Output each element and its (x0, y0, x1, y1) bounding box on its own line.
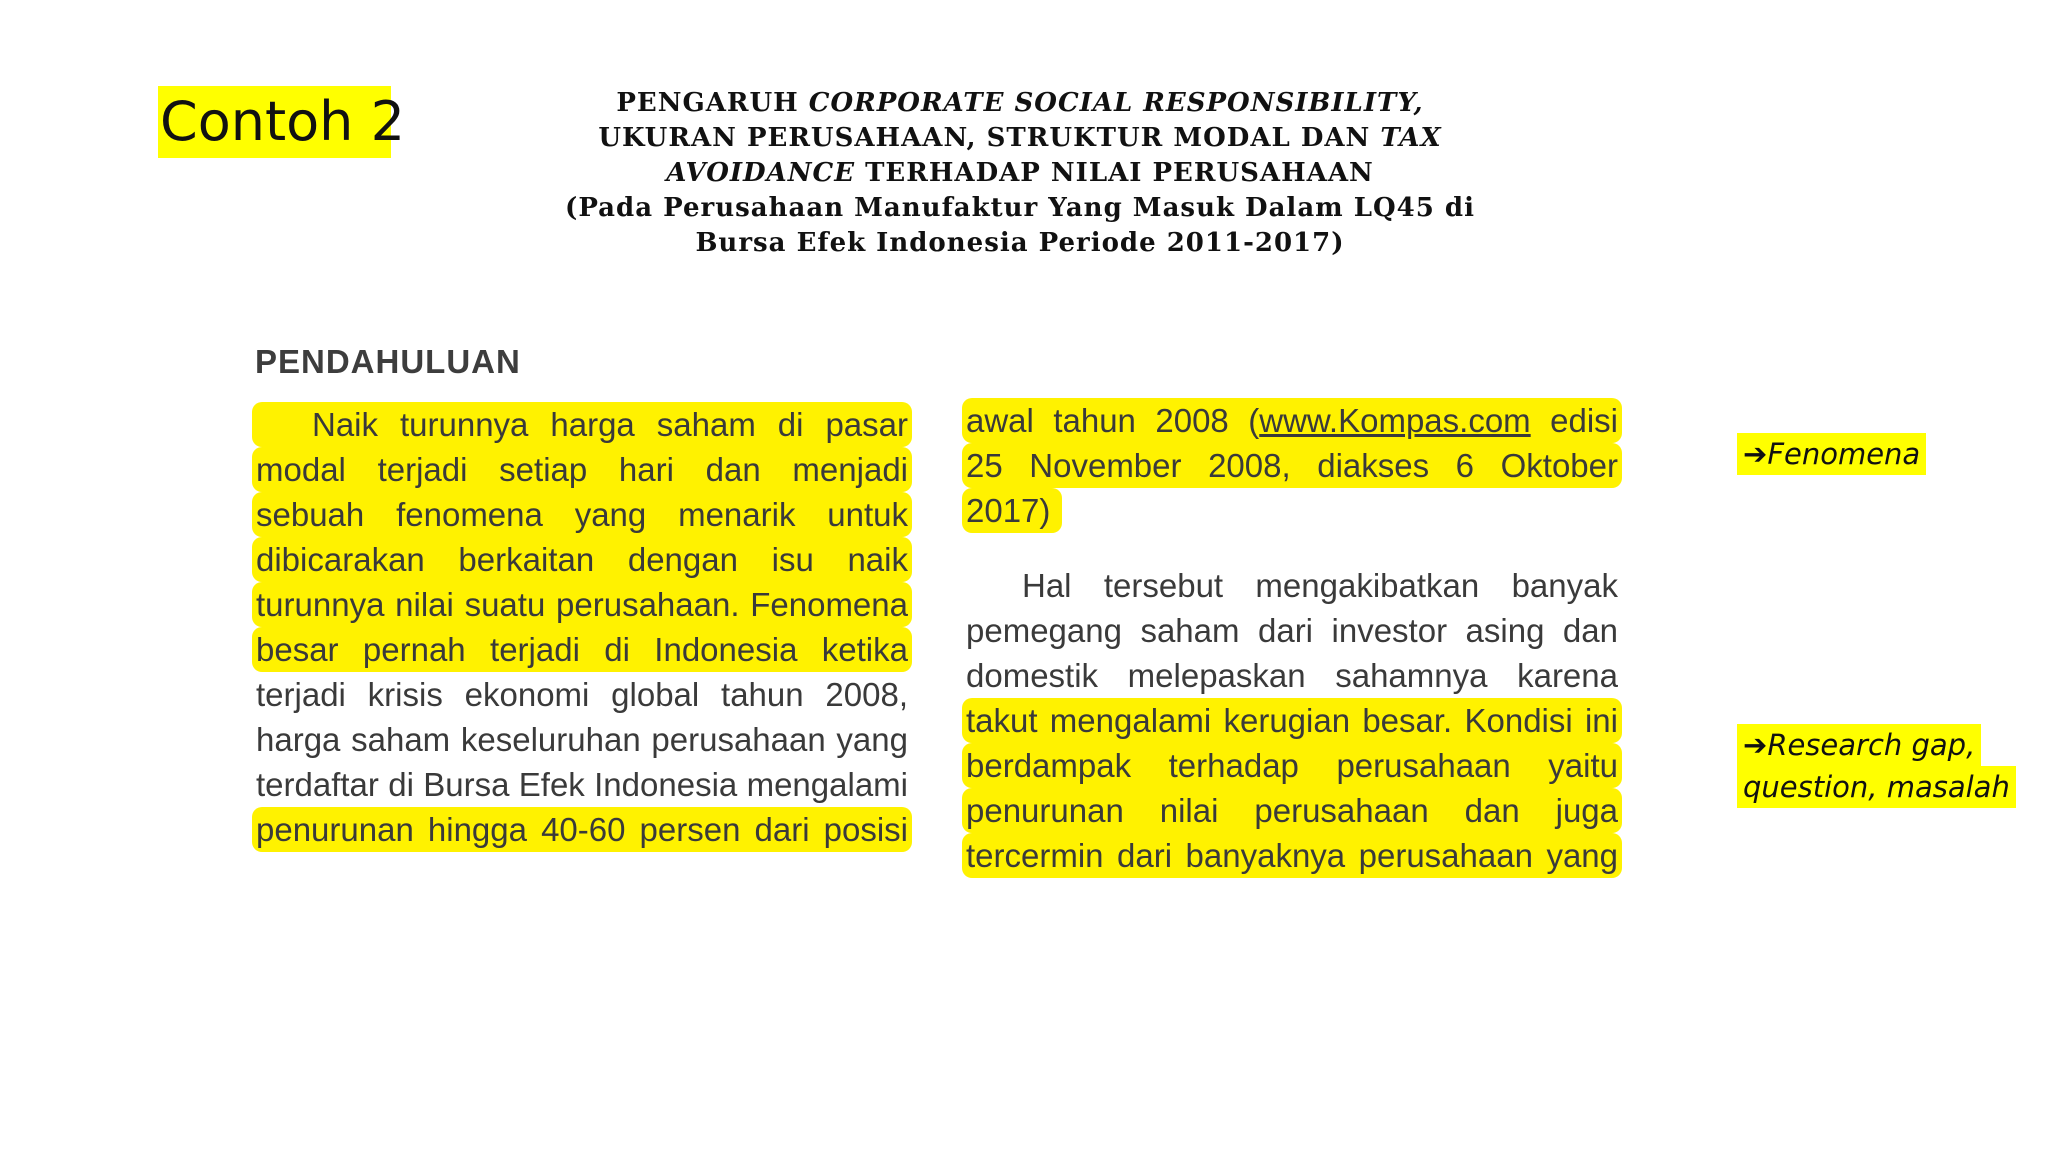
text-line: domestik melepaskan sahamnya karena (966, 657, 1618, 694)
kompas-link[interactable]: www.Kompas.com (1259, 402, 1531, 439)
annotation-fenomena: ➔Fenomena (1737, 433, 1926, 475)
title-italic-tax: TAX (1380, 123, 1442, 153)
text-line: turunnya nilai suatu perusahaan. Fenomena (252, 582, 912, 627)
annotation-research-gap: ➔Research gap, (1737, 724, 1981, 766)
slide-label: Contoh 2 (158, 86, 391, 158)
text-line: harga saham keseluruhan perusahaan yang (256, 721, 908, 758)
annotation-research-gap-line2: question, masalah (1737, 766, 2016, 808)
text-line: terdaftar di Bursa Efek Indonesia mengalami (256, 766, 908, 803)
title-italic-avoidance: AVOIDANCE (666, 158, 856, 188)
arrow-right-icon: ➔ (1743, 728, 1768, 762)
text-line: dibicarakan berkaitan dengan isu naik (252, 537, 912, 582)
paragraph-gap (962, 533, 1622, 563)
text-line: pemegang saham dari investor asing dan (966, 612, 1618, 649)
text-line: takut mengalami kerugian besar. Kondisi ini (962, 698, 1622, 743)
title-line-5: Bursa Efek Indonesia Periode 2011-2017) (695, 228, 1345, 258)
text-line: modal terjadi setiap hari dan menjadi (252, 447, 912, 492)
paper-title (540, 86, 1500, 261)
text-line: Naik turunnya harga saham di pasar (252, 402, 912, 447)
section-heading: PENDAHULUAN (255, 343, 521, 380)
text-line: 25 November 2008, diakses 6 Oktober (962, 443, 1622, 488)
text-line: besar pernah terjadi di Indonesia ketika (252, 627, 912, 672)
title-line-3: AVOIDANCE TERHADAP NILAI PERUSAHAAN (666, 158, 1374, 188)
title-line-2: UKURAN PERUSAHAAN, STRUKTUR MODAL DAN TAX (598, 123, 1442, 153)
title-line-4: (Pada Perusahaan Manufaktur Yang Masuk Dalam LQ45 di (565, 193, 1475, 223)
text-line: 2017) (962, 488, 1062, 533)
text-line: Hal tersebut mengakibatkan banyak (1022, 567, 1618, 604)
text-line: penurunan nilai perusahaan dan juga (962, 788, 1622, 833)
text-line: sebuah fenomena yang menarik untuk (252, 492, 912, 537)
left-text-column (252, 402, 912, 852)
title-line-1: PENGARUH CORPORATE SOCIAL RESPONSIBILITY, (616, 88, 1424, 118)
right-text-column (962, 398, 1622, 878)
text-line: terjadi krisis ekonomi global tahun 2008, (256, 676, 908, 713)
text-line: penurunan hingga 40-60 persen dari posisi (252, 807, 912, 852)
arrow-right-icon: ➔ (1743, 437, 1768, 471)
text-line: berdampak terhadap perusahaan yaitu (962, 743, 1622, 788)
title-italic-csr: CORPORATE SOCIAL RESPONSIBILITY, (808, 88, 1424, 118)
text-line: tercermin dari banyaknya perusahaan yang (962, 833, 1622, 878)
text-line: awal tahun 2008 (www.Kompas.com edisi (962, 398, 1622, 443)
